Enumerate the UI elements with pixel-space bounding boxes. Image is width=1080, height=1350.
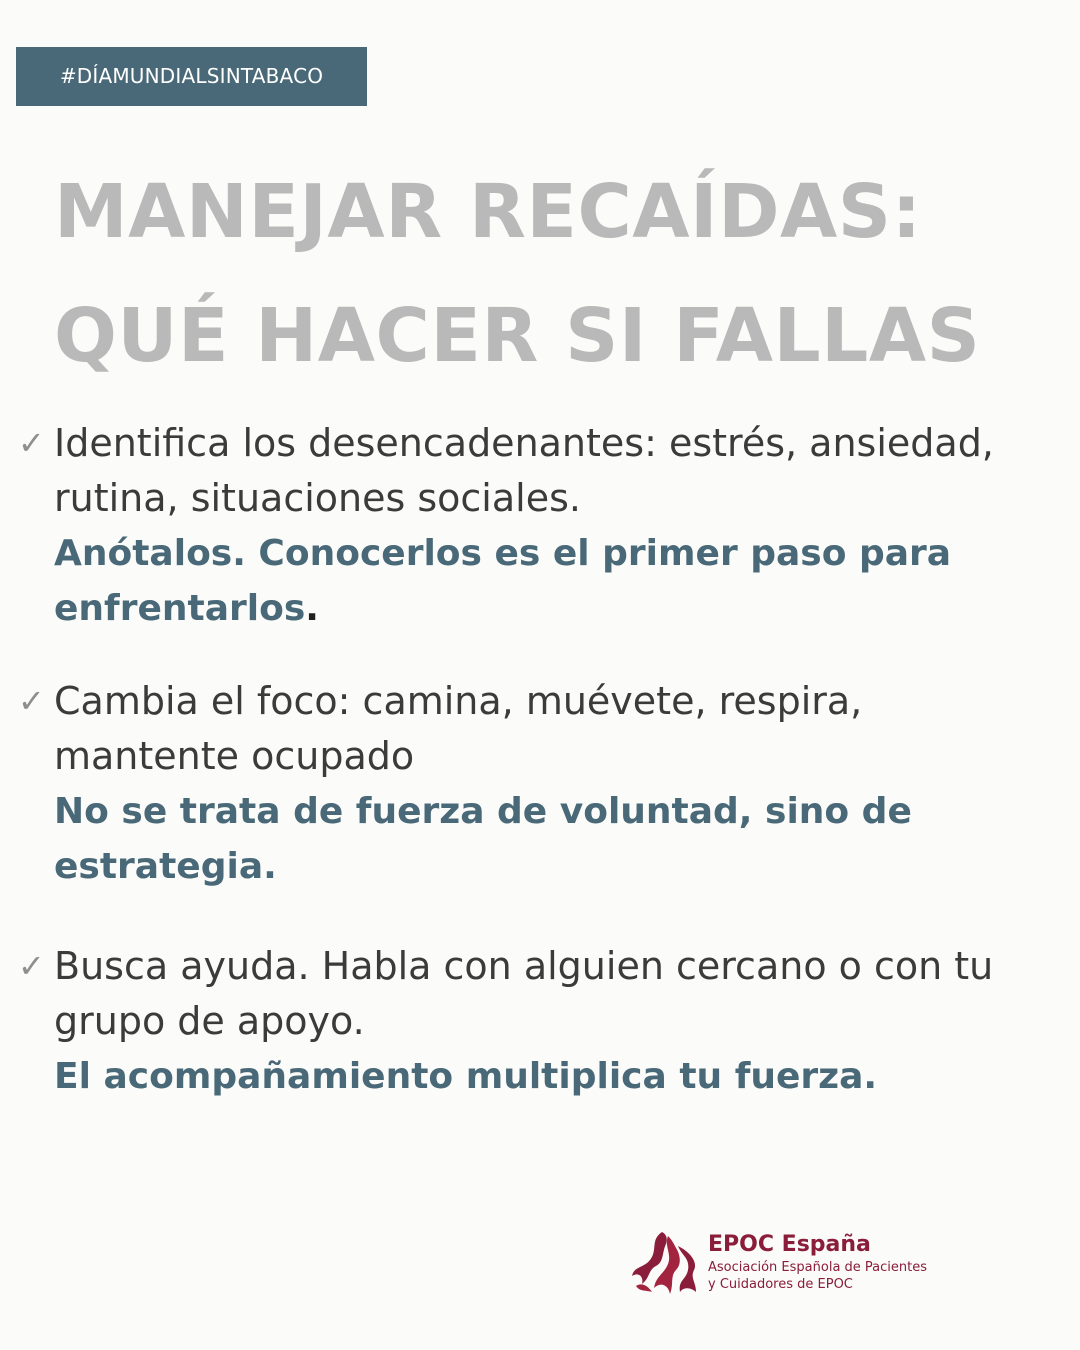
tip-text-line: grupo de apoyo. (54, 999, 365, 1043)
checkmark-icon: ✓ (18, 424, 45, 462)
lungs-swirl-icon (628, 1226, 700, 1298)
tip-item-3 (18, 939, 1064, 1104)
tip-highlight-line: estrategia. (54, 846, 277, 887)
tip-highlight-text: enfrentarlos (54, 588, 306, 629)
tip-text-line: mantente ocupado (54, 734, 415, 778)
tip-text-line: Cambia el foco: camina, muévete, respira, (54, 679, 863, 723)
tip-text-line: Busca ayuda. Habla con alguien cercano o con tu (54, 944, 994, 988)
tip-highlight-line: El acompañamiento multiplica tu fuerza. (54, 1056, 878, 1097)
checkmark-icon: ✓ (18, 947, 45, 985)
tip-text-line: Identifica los desencadenantes: estrés, ansiedad, (54, 421, 994, 465)
tip-highlight-line (54, 581, 1064, 636)
tip-item-2 (18, 674, 1064, 894)
page-title (54, 150, 1064, 398)
tip-highlight-period: . (305, 588, 319, 629)
title-line-1: MANEJAR RECAÍDAS: (54, 169, 922, 255)
tip-highlight-line: Anótalos. Conocerlos es el primer paso para (54, 533, 952, 574)
tip-item-1 (18, 416, 1064, 636)
checkmark-icon: ✓ (18, 682, 45, 720)
title-line-2: QUÉ HACER SI FALLAS (54, 293, 981, 379)
hashtag-badge: #DÍAMUNDIALSINTABACO (16, 47, 367, 106)
logo-tagline (708, 1259, 927, 1293)
tip-text-line: rutina, situaciones sociales. (54, 476, 581, 520)
epoc-espana-logo (628, 1226, 968, 1300)
logo-tagline-line-1: Asociación Española de Pacientes (708, 1260, 928, 1275)
logo-name: EPOC España (708, 1232, 871, 1257)
tip-highlight-line: No se trata de fuerza de voluntad, sino de (54, 791, 912, 832)
logo-tagline-line-2: y Cuidadores de EPOC (708, 1277, 853, 1292)
